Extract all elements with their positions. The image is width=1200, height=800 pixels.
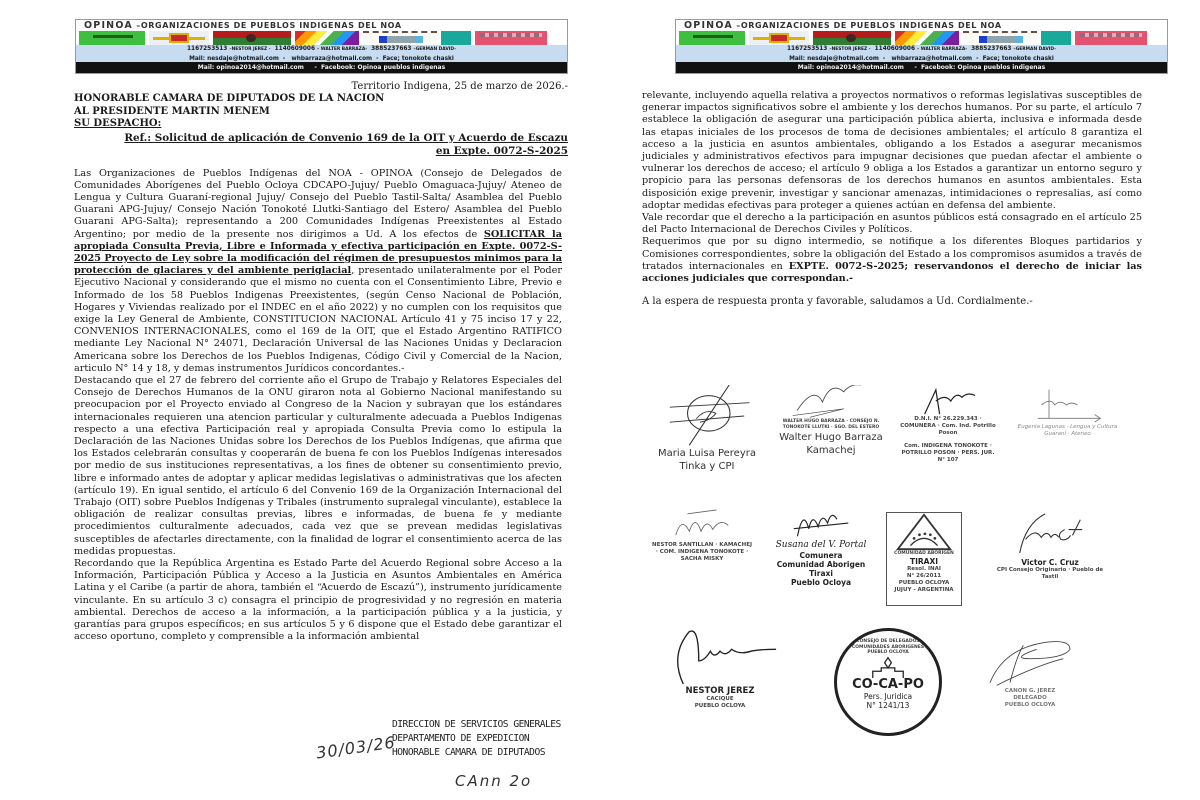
facebook: Face; tonokote chaski (382, 55, 454, 62)
signature-walter-barraza (772, 385, 890, 457)
flag-icon (1041, 31, 1071, 45)
contact-name: –GERMAN DAVID- (413, 47, 456, 52)
signature-drawing (960, 636, 1100, 686)
flag-icon (1075, 31, 1147, 45)
seal-text: Pers. Juridica (863, 691, 913, 701)
signature-nestor-santillan (652, 508, 752, 563)
facebook: Facebook: Opinoa pueblos indigenas (321, 64, 446, 71)
seal-text: N° 26/2011 (906, 573, 942, 579)
seal-name: TIRAXI (909, 557, 939, 566)
signatory-name: Walter Hugo Barraza (779, 432, 883, 443)
flag-icon (149, 31, 209, 45)
signature-drawing (781, 385, 881, 419)
seal-name: CO-CA-PO (852, 676, 924, 692)
letterhead-contacts: 1167253513 –NESTOR JEREZ - 1140609006 – WALTER BARRAZA- 3885237663 –GERMAN DAVID- Mail: nesdaje@hotmail.com - whbarraza@hotmail.com - Face; tonokote chaski (76, 45, 567, 62)
letter-content-continued (642, 90, 1142, 308)
signatory-name: Susana del V. Portal (775, 540, 867, 550)
wiphala-flag-icon (295, 31, 359, 45)
stamp-line: HONORABLE CAMARA DE DIPUTADOS (392, 747, 546, 758)
flag-icon (749, 31, 809, 45)
email: Mail: nesdaje@hotmail.com (789, 55, 879, 62)
paragraph-text: Las Organizaciones de Pueblos Indígenas del NOA - OPINOA (Consejo de Delegados de Comunidades Aborígenes del Pueblo Ocloya CDCAPO-Jujuy/ Pueblo Omaguaca-Jujuy/ Ateneo de Lengua y Cultura Guaraní-regional Jujuy/ Consejo del Pueblo Tastil-Salta/ Asamblea del Pueblo Guarani APG-Jujuy/ Consejo Nación Tonokoté Llutki-Santiago del Estero/ Asamblea del Pueblo Guarani APG-Salta); representando a 200 Comunidades Indígenas Preexistentes al Estado Argentino; por medio de la presente nos dirigimos a Ud. A los efectos de (74, 167, 562, 240)
signature-maria-luisa-pereyra (648, 385, 766, 473)
signature-drawing (786, 508, 856, 540)
signature-stamp: D.N.I. N° 26.229.343 · COMUNERA · Com. Ind. Potrillo Poson (900, 416, 996, 436)
flag-icon (79, 31, 145, 45)
letter-body-continued (642, 90, 1142, 285)
letterhead (75, 19, 568, 74)
signatory-title: DELEGADO (1013, 695, 1047, 701)
flag-icon (441, 31, 471, 45)
closing-salutation: A la espera de respuesta pronta y favorable, saludamos a Ud. Cordialmente.- (642, 296, 1033, 308)
paragraph-4: Vale recordar que el derecho a la participación en asuntos públicos está consagrado en el artículo 25 del Pacto Internacional de Derechos Civiles y Políticos. (642, 212, 1142, 236)
phone: 3885237663 (371, 46, 412, 52)
phone: 3885237663 (971, 46, 1012, 52)
signature-drawing (913, 388, 983, 416)
flag-icon (813, 31, 891, 45)
reference-line-1: Ref.: Solicitud de aplicación de Convenio 169 de la OIT y Acuerdo de Escazu (124, 131, 568, 144)
phone: 1167253513 (787, 46, 828, 52)
email: Mail: opinoa2014@hotmail.com (197, 64, 304, 71)
email: whbarraza@hotmail.com (291, 55, 373, 62)
letter-body (74, 168, 562, 644)
seal-triangle-icon (891, 513, 957, 551)
org-fullname: –ORGANIZACIONES DE PUEBLOS INDIGENAS DEL NOA (732, 21, 1002, 30)
recipient-line: SU DESPACHO: (74, 118, 162, 129)
flag-icon (963, 31, 1037, 45)
letter-content (74, 80, 568, 643)
org-acronym: OPINOA (84, 20, 133, 31)
facebook: Face; tonokote chaski (982, 55, 1054, 62)
signature-drawing (1005, 510, 1095, 554)
recipient-line: AL PRESIDENTE MARTIN MENEM (74, 105, 270, 117)
recipient-block (74, 93, 568, 131)
signature-ateneo-guarani (1015, 386, 1120, 438)
org-fullname: –ORGANIZACIONES DE PUEBLOS INDIGENAS DEL NOA (132, 21, 402, 30)
email: whbarraza@hotmail.com (891, 55, 973, 62)
paragraph-1 (74, 168, 562, 375)
signature-drawing (667, 508, 737, 542)
indigenous-flags-banner (76, 31, 567, 45)
legal-reservation: EXPTE. 0072-S-2025; reservandonos el derecho de iniciar las acciones judiciales que correspondan.- (642, 260, 1143, 285)
paragraph-3-continued: relevante, incluyendo aquella relativa a proyectos normativos o reformas legislativas susceptibles de generar impactos significativos sobre el ambiente y los derechos humanos. Por su parte, el artículo 7 establece la obligación de asegurar una participación pública abierta, inclusiva e informada desde las etapas iniciales de los procesos de toma de decisiones ambientales; el artículo 8 garantiza el acceso a la justicia en asuntos ambientales, obligando a los Estados a asegurar mecanismos judiciales y administrativos efectivos para impugnar decisiones que puedan afectar el ambiente o vulnerar los derechos de acceso; el artículo 9 obliga a los Estados a garantizar un entorno seguro y propicio para las personas defensoras de los derechos humanos en asuntos ambientales. Esta disposición exige prevenir, investigar y sancionar amenazas, intimidaciones o represalias, así como adoptar medidas efectivas para proteger a quienes actúan en defensa del ambiente. (642, 90, 1142, 211)
signature-stamp: WALTER HUGO BARRAZA · CONSEJO N. TONOKOTE LLUTKI · SGO. DEL ESTERO (782, 419, 880, 430)
signatory-title: Comunera (799, 551, 843, 560)
signature-drawing (657, 385, 757, 447)
stamp-line: DEPARTAMENTO DE EXPEDICION (392, 733, 530, 744)
letterhead-contacts: 1167253513 –NESTOR JEREZ - 1140609006 – WALTER BARRAZA- 3885237663 –GERMAN DAVID- Mail: nesdaje@hotmail.com - whbarraza@hotmail.com - Face; tonokote chaski (676, 45, 1167, 62)
recipient-line: HONORABLE CAMARA DE DIPUTADOS DE LA NACION (74, 93, 385, 104)
contact-name: – WALTER BARRAZA- (317, 47, 368, 52)
signatory-name: Maria Luisa Pereyra (657, 448, 756, 459)
flag-icon (363, 31, 437, 45)
seal-text: N° 1241/13 (866, 700, 910, 710)
signatory-name: Victor C. Cruz (1021, 558, 1079, 567)
reception-date: 30/03/26 (315, 732, 397, 763)
signatory-title: Kamachej (806, 445, 856, 456)
paragraph-5 (642, 236, 1142, 285)
flag-icon (475, 31, 547, 45)
signature-victor-cruz (990, 510, 1110, 581)
wiphala-flag-icon (895, 31, 959, 45)
signatory-title: CACIQUE (706, 696, 734, 702)
stamp-line: DIRECCION DE SERVICIOS GENERALES (392, 719, 561, 730)
reference-line (74, 132, 568, 158)
signatory-title: Tinka y CPI (679, 461, 735, 472)
reference-line-2: en Expte. 0072-S-2025 (435, 144, 568, 157)
signature-drawing (1028, 386, 1108, 424)
signatory-name: CANON G. JEREZ (1004, 688, 1056, 694)
signatory-org: PUEBLO OCLOYA (694, 703, 746, 709)
contact-name: –GERMAN DAVID- (1013, 47, 1056, 52)
reception-stamp (392, 718, 592, 760)
letterhead-title (676, 20, 1167, 31)
letter-date: Territorio Indigena, 25 de marzo de 2026.- (351, 81, 568, 92)
letterhead (675, 19, 1168, 74)
email: Mail: opinoa2014@hotmail.com (797, 64, 904, 71)
seal-arc-text: COMUNIDAD ABORIGEN (894, 551, 954, 556)
seal-text: PUEBLO OCLOYA (898, 580, 950, 586)
seal-text: Resol. INAI (907, 566, 941, 572)
contact-name: –NESTOR JEREZ - (229, 47, 271, 52)
signature-stamp: CPI Consejo Originario · Pueblo de Tastil (996, 567, 1104, 580)
phone: 1140609006 (874, 46, 915, 52)
seal-arc-text: CONSEJO DE DELEGADOS COMUNIDADES ABORIGENES PUEBLO OCLOYA (851, 639, 925, 655)
community-stamp: Com. INDIGENA TONOKOTE · POTRILLO POSON · PERS. JUR. N° 107 (901, 443, 995, 463)
flag-icon (679, 31, 745, 45)
org-acronym: OPINOA (684, 20, 733, 31)
reception-initials: CAnn 2o (455, 772, 533, 790)
paragraph-2: Destacando que el 27 de febrero del corriente año el Grupo de Trabajo y Relatores Especiales del Consejo de Derechos Humanos de la ONU giraron nota al Gobierno Nacional manifestando su preocupacion por el Proyecto enviado al Congreso de la Nacion y subrayan que los estándares internacionales requieren una atencion particular y culturalmente adecuada a Pueblos Indigenas respecto a una efectiva Participación real y apropiada Consulta Previa como lo estipula la Declaración de las Naciones Unidas sobre los Derechos de los Pueblos Indígenas, que afirma que los Estados celebrarán consultas y cooperarán de buena fe con los Pueblos Indígenas interesados por medio de sus instituciones representativas, a los fines de obtener su consentimiento previo, libre e informado antes de adoptar y aplicar medidas legislativas o administrativas que los afecten (artículo 19). En igual sentido, el artículo 6 del Convenio 169 de la Organización Internacional del Trabajo (OIT) sobre Pueblos Indígenas y Tribales (instrumento supralegal vinculante), establece la obligación de realizar consultas previas, libres e informadas, de buena fe y mediante procedimientos culturalmente adecuados, cada vez que se prevean medidas legislativas susceptibles de afectarles directamente, con la finalidad de lograr el consentimiento acerca de las medidas propuestas. (74, 374, 562, 557)
signature-stamp: NESTOR SANTILLAN · KAMACHEJ · COM. INDIGENA TONOKOTE · SACHA MISKY (652, 542, 752, 562)
signature-canon-jerez (960, 636, 1100, 709)
phone: 1167253513 (187, 46, 228, 52)
signature-stamp: Eugenia Lagunas · Lengua y Cultura Guaraní · Ateneo (1017, 424, 1118, 437)
indigenous-flags-banner (676, 31, 1167, 45)
letterhead-footer: Mail: opinoa2014@hotmail.com - Facebook: Opinoa pueblos indigenas (676, 62, 1167, 74)
contact-name: – WALTER BARRAZA- (917, 47, 968, 52)
paragraph-3: Recordando que la República Argentina es Estado Parte del Acuerdo Regional sobre Acceso a la Información, Participación Pública y Acceso a la Justicia en Asuntos Ambientales en América Latina y el Caribe (a partir de ahora, también el “Acuerdo de Escazú”), instrumento jurídicamente vinculante. En su artículo 3 c) consagra el principio de progresividad y no regresión en materia ambiental. Derechos de acceso a la información, a la participación pública y a la justicia, y garantías para grupos específicos; en sus artículos 5 y 6 dispone que el Estado debe garantizar el acceso oportuno, completo y comprensible a la información ambiental (74, 558, 562, 643)
facebook: Facebook: Opinoa pueblos indigenas (921, 64, 1046, 71)
signature-susana-portal (765, 508, 877, 587)
signatory-org: Comunidad Aborigen Tiraxi (776, 560, 866, 578)
signatory-org: PUEBLO OCLOYA (1004, 702, 1056, 708)
flag-icon (213, 31, 291, 45)
signature-drawing (660, 628, 780, 686)
seal-cocapo (834, 628, 942, 736)
seal-text: JUJUY - ARGENTINA (894, 587, 954, 593)
signatory-name: NESTOR JEREZ (685, 686, 755, 696)
letterhead-title (76, 20, 567, 31)
signatory-pueblo: Pueblo Ocloya (790, 578, 852, 587)
contact-name: –NESTOR JEREZ - (829, 47, 871, 52)
seal-tiraxi (886, 512, 962, 606)
phone: 1140609006 (274, 46, 315, 52)
email: Mail: nesdaje@hotmail.com (189, 55, 279, 62)
request-highlight: SOLICITAR la apropiada Consulta Previa, Libre e Informada y efectiva participación en Expte. 0072-S-2025 Proyecto de Ley sobre la modificación del régimen de presupuestos minimos para la protección de glaciares y del ambiente periglacial (74, 228, 562, 277)
seal-emblem-icon (868, 656, 908, 678)
signature-nestor-jerez (660, 628, 780, 710)
letterhead-footer: Mail: opinoa2014@hotmail.com - Facebook: Opinoa pueblos indigenas (76, 62, 567, 74)
paragraph-text: , presentado unilateralmente por el Poder Ejecutivo Nacional y considerando que el mismo no cuenta con el Consentimiento Libre, Previo e Informado de los 58 Pueblos Indigenas Preexistentes, (según Censo Nacional de Población, Hogares y Viviendas realizado por el INDEC en el año 2022) y no cumplen con los requisitos que exige la Ley General de Ambiente, CONSTITUCION NACIONAL Artículo 41 y 75 inciso 17 y 22, CONVENIOS INTERNACIONALES, como el 169 de la OIT, que el Estado Argentino RATIFICO mediante Ley Nacional N° 24071, Declaración Universal de las Naciones Unidas y Declaracion Americana sobre los Derechos de los Pueblos Indigenas, Código Civil y Comercial de la Nacion, articulo N° 14 y 18, y demas instrumentos Jurídicos concordantes.- (74, 265, 562, 374)
signature-potrillo-poson (900, 388, 996, 464)
paragraph-text: Requerimos que por su digno intermedio, se notifique a los diferentes Bloques partidarios y Comisiones correspondientes, sobre la obligación del Estado a los compromisos asumidos a través de tratados internacionales en (642, 236, 1142, 272)
